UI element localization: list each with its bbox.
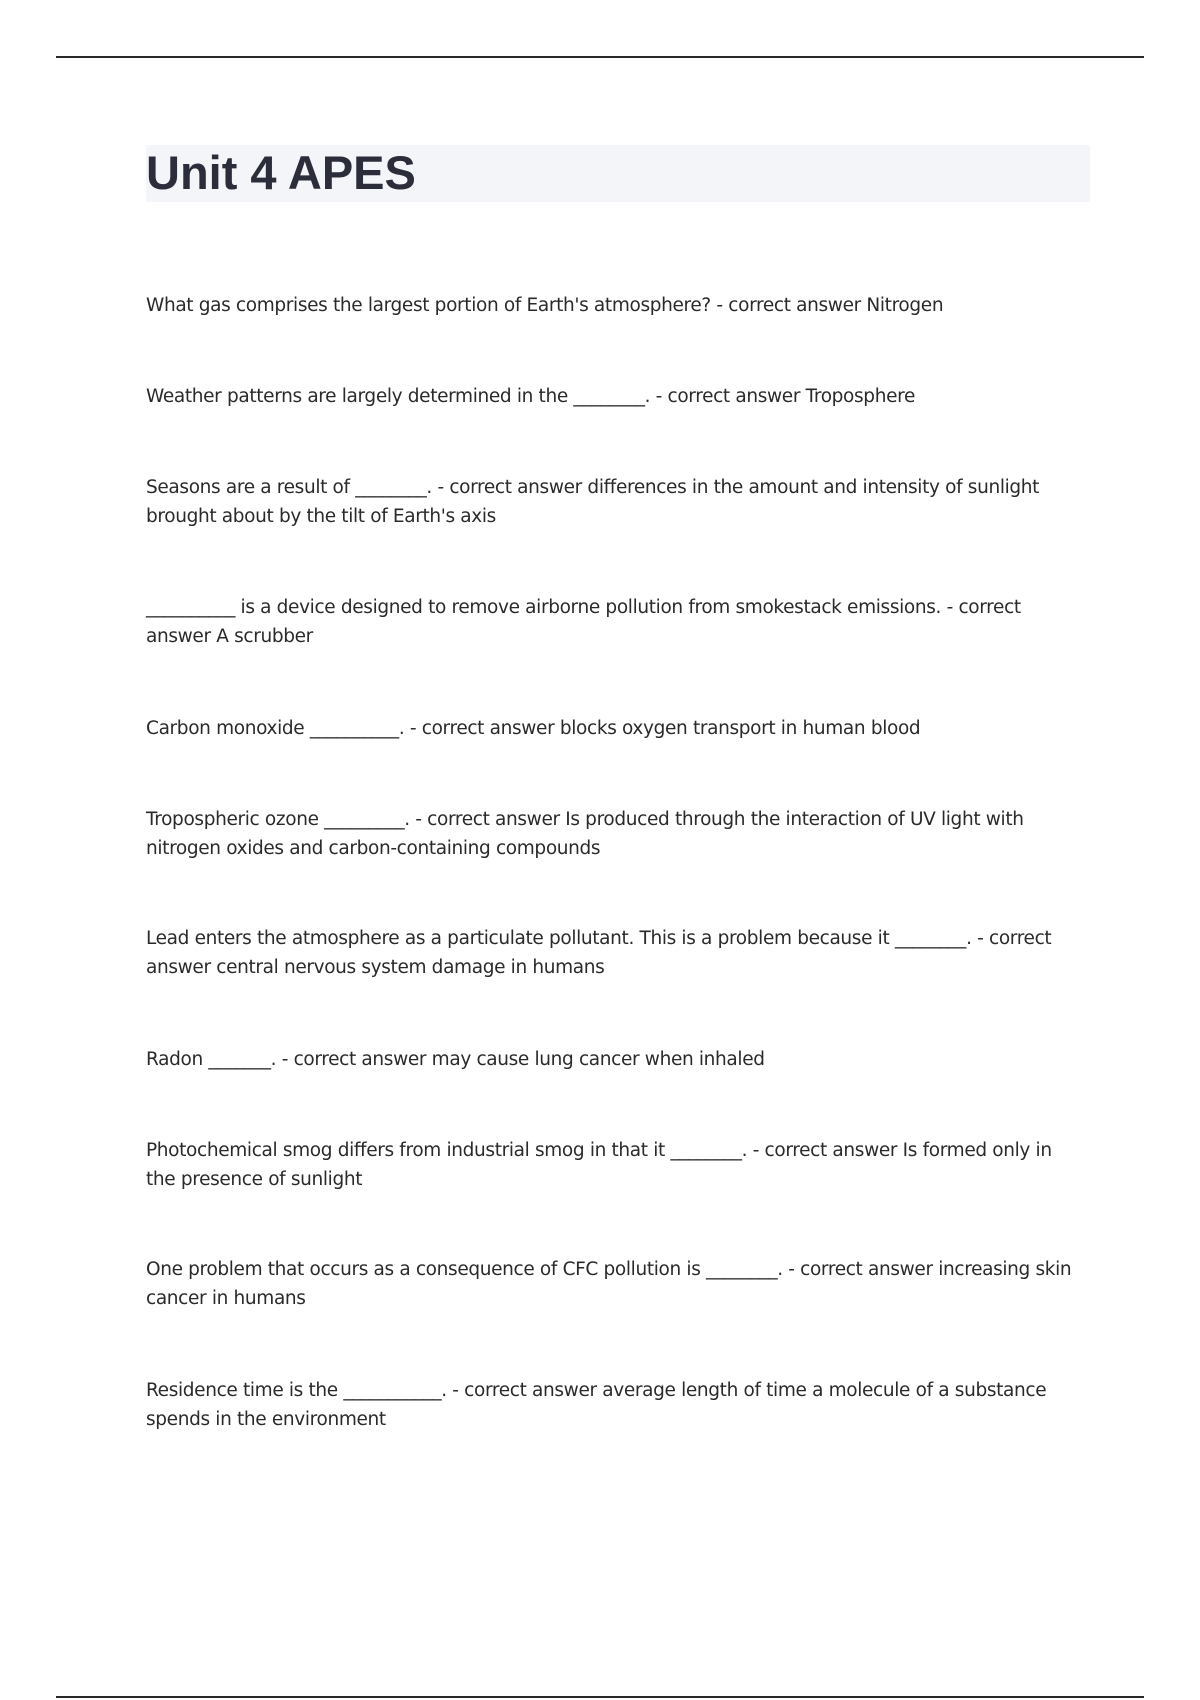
- qa-item: Tropospheric ozone _________. - correct answer Is produced through the interaction of UV light with nitrogen oxides and carbon-containing compounds: [146, 809, 1024, 859]
- qa-item: Lead enters the atmosphere as a particulate pollutant. This is a problem because it ________. - correct answer central nervous system damage in humans: [146, 928, 1052, 978]
- qa-item: Photochemical smog differs from industrial smog in that it ________. - correct answer Is formed only in the presence of sunlight: [146, 1140, 1052, 1190]
- qa-item: What gas comprises the largest portion of Earth's atmosphere? - correct answer Nitrogen: [146, 295, 944, 316]
- qa-item: One problem that occurs as a consequence of CFC pollution is ________. - correct answer increasing skin cancer in humans: [146, 1259, 1072, 1309]
- qa-item: Weather patterns are largely determined in the ________. - correct answer Troposphere: [146, 386, 915, 407]
- top-rule: [56, 56, 1144, 58]
- bottom-rule: [56, 1696, 1144, 1698]
- qa-item: Residence time is the ___________. - correct answer average length of time a molecule of a substance spends in the environment: [146, 1380, 1047, 1430]
- qa-item: Radon _______. - correct answer may cause lung cancer when inhaled: [146, 1049, 765, 1070]
- qa-item: __________ is a device designed to remove airborne pollution from smokestack emissions. - correct answer A scrubber: [146, 597, 1021, 647]
- qa-item: Carbon monoxide __________. - correct answer blocks oxygen transport in human blood: [146, 718, 921, 739]
- page-title: Unit 4 APES: [146, 146, 416, 199]
- qa-item: Seasons are a result of ________. - correct answer differences in the amount and intensity of sunlight brought about by the tilt of Earth's axis: [146, 477, 1040, 527]
